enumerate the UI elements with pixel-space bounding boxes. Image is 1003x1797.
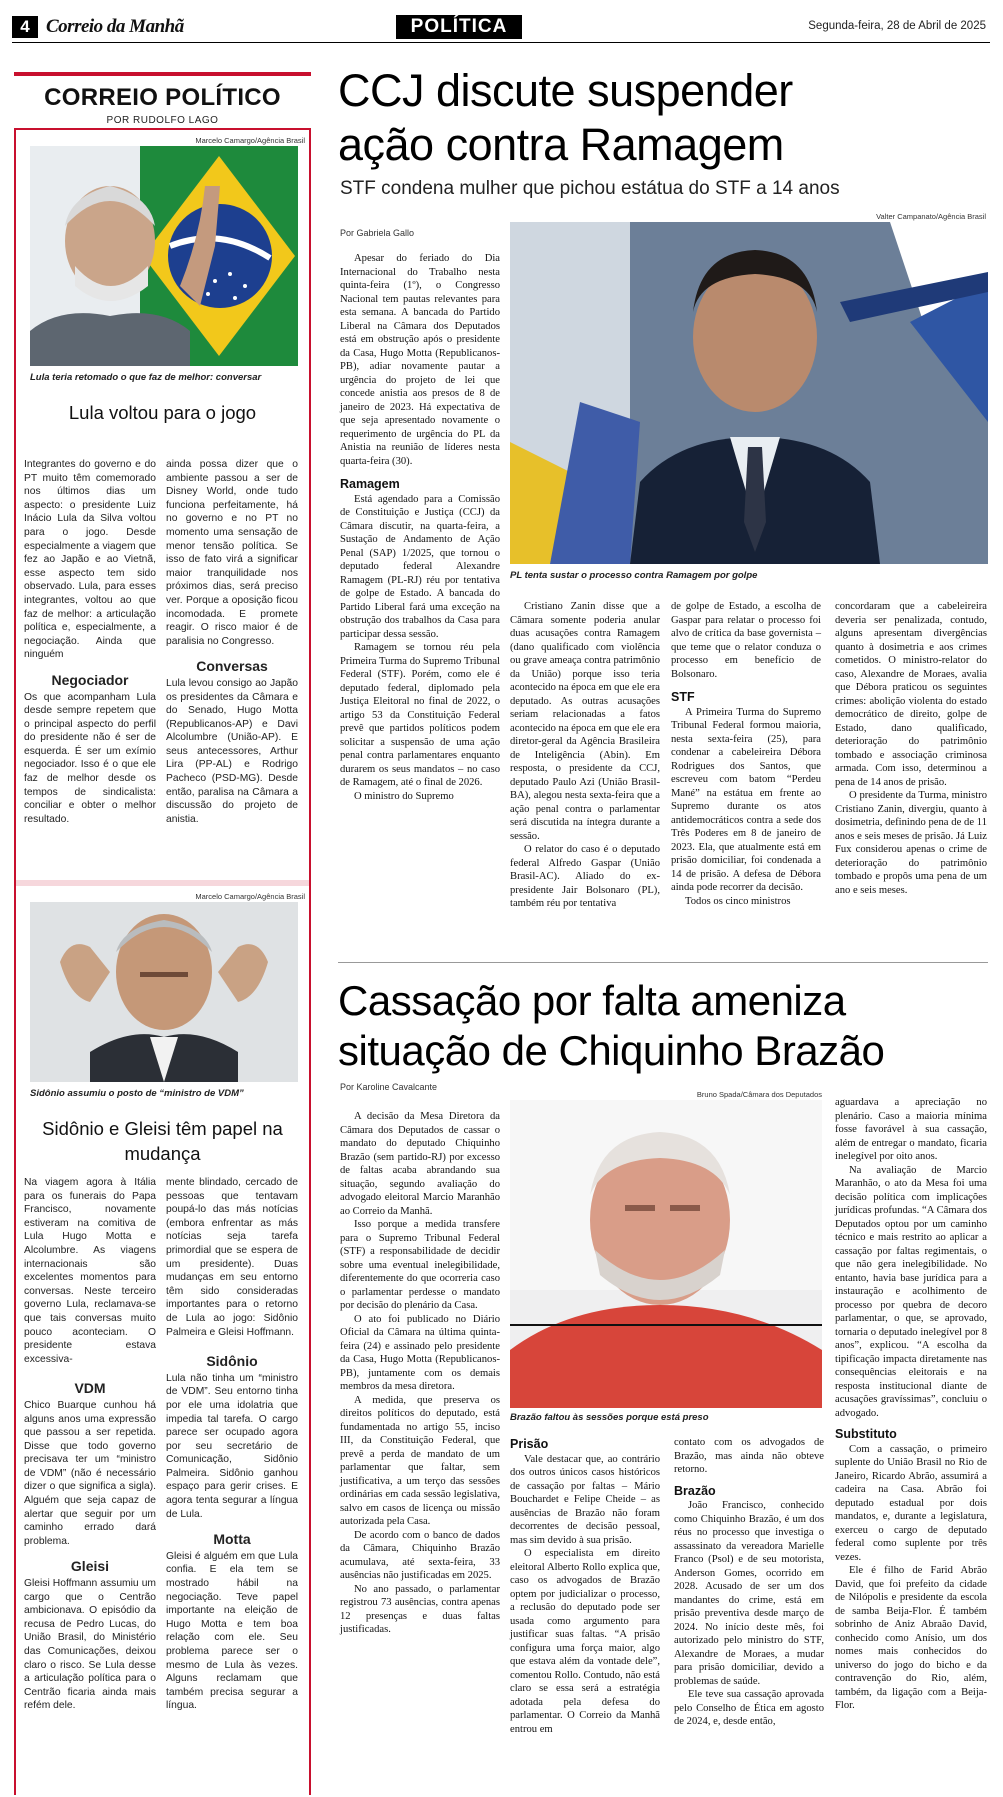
subhead-substituto: Substituto <box>835 1427 897 1441</box>
photo-caption: Lula teria retomado o que faz de melhor: conversar <box>30 372 262 383</box>
page-header <box>12 14 990 42</box>
article-paragraph: Apesar do feriado do Dia Internacional do Trabalho nesta quinta-feira (1º), o Congresso Nacional tem pautas relevantes para esta semana. A bancada do Partido Liberal na Câmara dos Deputados está em obstrução após o presidente da Casa, Hugo Motta (Republicanos-PB), adiar novamente pautar a urgência do projeto de lei que concede anistia aos presos de 8 de janeiro de 2023. Há expectativa de que seja apresentado novamente o requerimento de urgência do PL da Anistia na reunião de líderes nesta quarta-feira (30). <box>340 253 500 467</box>
page-date: Segunda-feira, 28 de Abril de 2025 <box>808 20 986 32</box>
article-paragraph: A Primeira Turma do Supremo Tribunal Federal formou maioria, nesta sexta-feira (25), para condenar a cabeleireira Débora Rodrigues dos Santos, que escreveu com batom “Perdeu Mané” na estátua em frente ao Supremo durante os atos antidemocráticos contra a sede dos Três Poderes em 8 de janeiro de 2023. Ela, que atualmente está em prisão domiciliar, foi condenada a 14 de prisão. A defesa de Débora ainda pode recorrer da decisão. <box>671 706 821 893</box>
article-paragraph: O relator do caso é o deputado federal Alfredo Gaspar (União Brasil-AC). Aliado do ex-presidente Jair Bolsonaro (PL), também réu por tentativa <box>510 844 660 909</box>
photo-credit: Marcelo Camargo/Agência Brasil <box>195 892 305 901</box>
photo-caption: PL tenta sustar o processo contra Ramagem por golpe <box>510 570 758 581</box>
section-label: POLÍTICA <box>396 15 522 39</box>
article-column <box>340 1110 500 1637</box>
story-paragraph: mente blindado, cercado de pessoas que tentavam poupá-lo das más notícias (embora enfrentar as más notícias seja tarefa primordial que se espera de um presidente). Duas mudanças em seu entorno têm sido consideradas importantes para o retorno de Lula ao jogo: Sidônio Palmeira e Gleisi Hoffmann. <box>166 1177 298 1338</box>
subhead-negociador: Negociador <box>51 671 129 688</box>
subhead-conversas: Conversas <box>196 658 268 675</box>
story-paragraph: Lula não tinha um “ministro de VDM”. Seu entorno tinha por ele uma idolatria que impedia tal tarefa. O cargo parece ser ocupado agora por seu secretário de Comunicação, Sidônio Palmeira. Sidônio ganhou espaço para gerir crises. E agora tenta segurar a língua de Lula. <box>166 1372 298 1520</box>
article-divider <box>338 962 988 963</box>
subhead-stf: STF <box>671 690 695 704</box>
story-paragraph: Os que acompanham Lula desde sempre repetem que o principal aspecto do perfil do presidente não é ser de esquerda. É ser um exímio negociador. Isso é o que ele faz de melhor desde os tempos de sindicalista: conciliar e obter o melhor resultado. <box>24 691 156 825</box>
headline-line: ação contra Ramagem <box>338 119 784 170</box>
ramagem-photo <box>510 222 988 564</box>
story-paragraph: Na viagem agora à Itália para os funerais do Papa Francisco, novamente estiveram na comitiva de Lula Hugo Motta e Alcolumbre. As viagens internacionais são excelentes momentos para conversas. Neste terceiro governo Lula, reclamava-se que tais conversas muito pouco aconteciam. O presidente estava excessiva- <box>24 1177 156 1365</box>
article-paragraph: concordaram que a cabeleireira deveria ser penalizada, contudo, alguns apresentam divergências quanto à dosimetria e aos crimes cometidos. O ministro-relator do caso, Alexandre de Moraes, avalia que Débora praticou os seguintes crimes: abolição violenta do estado democrático de direito, golpe de Estado, dano qualificado, deterioração do patrimônio tombado e associação criminosa armada. Com isso, determinou a pena de 14 anos de prisão. <box>835 601 987 788</box>
article-paragraph: Cristiano Zanin disse que a Câmara somente poderia anular duas acusações contra Ramagem (dano qualificado com violência ou grave ameaça contra patrimônio da União) porque isso teria acontecido na época em que ele era deputado. As outras acusações seriam relacionadas a fatos acontecido na época em que ele era diretor-geral da Agência Brasileira de Inteligência (Abin). Em resposta, o presidente da CCJ, deputado Paulo Azi (União Brasil-BA), alegou nesta sexta-feira que a ação penal contra o parlamentar será discutida na íntegra durante a sessão. <box>510 601 660 842</box>
article-paragraph: De acordo com o banco de dados da Câmara, Chiquinho Brazão acumulava, até sexta-feira, 33 ausências não justificadas em 2025. <box>340 1529 500 1581</box>
article-column <box>674 1436 824 1729</box>
article-paragraph: Ele é filho de Farid Abrão David, que foi prefeito da cidade de Nilópolis e presidente da escola de samba Beija-Flor. É também sobrinho de Aniz Abraão David, conhecido como Anísio, um dos nomes mais conhecidos do universo do jogo do bicho e da contravenção do Rio, além, também, da ligação com a Beija-Flor. <box>835 1565 987 1711</box>
header-rule <box>12 42 990 43</box>
article-paragraph: aguardava a apreciação no plenário. Caso a maioria mínima fosse favorável à sua cassação, além de entregar o mandato, ficaria inelegível por oito anos. <box>835 1097 987 1162</box>
article-headline <box>338 64 988 172</box>
story-left-column <box>24 458 156 826</box>
story-headline <box>24 1116 301 1166</box>
subhead-motta: Motta <box>213 1531 251 1548</box>
article-paragraph: João Francisco, conhecido como Chiquinho Brazão, é um dos réus no processo que investiga o assassinato da vereadora Marielle Franco (Psol) e de seu motorista, Anderson Gomes, ocorrido em 2028. Acusado de ser um dos mandantes do crime, está em prisão preventiva desde março de 2024. No início deste mês, foi autorizado pelo ministro do STF, Alexandre de Moraes, a mudar para prisão domiciliar, devido a problemas de saúde. <box>674 1500 824 1687</box>
article-paragraph: Todos os cinco ministros <box>685 895 791 907</box>
story-paragraph: Integrantes do governo e do PT muito têm comemorado nos últimos dias um aspecto: o presidente Luiz Inácio Lula da Silva voltou para o jogo. Desde especialmente a viagem que fez ao Japão e ao Vietnã, esse aspecto tem sido observado. Lula, para esses integrantes, voltou ao que faz de melhor: a articulação política e, especialmente, a negociação. Ainda que ninguém <box>24 459 156 661</box>
photo-caption: Brazão faltou às sessões porque está preso <box>510 1412 709 1423</box>
story-paragraph: Gleisi é alguém em que Lula confia. E ela tem se mostrado hábil na negociação. Teve papel importante na eleição de Hugo Motta e tem boa relação com ele. Seu problema parece ser o mesmo de Lula às vezes. Alguns reclamam que também precisa segurar a língua. <box>166 1550 298 1712</box>
article-byline: Por Gabriela Gallo <box>340 228 415 238</box>
article-headline <box>338 976 988 1076</box>
story-right-column <box>166 1176 298 1713</box>
article-paragraph: Isso porque a medida transfere para o Supremo Tribunal Federal (STF) a responsabilidade de decidir sobre uma eventual inelegibilidade, diferentemente do que ocorreria caso o parlamentar perdesse o mandato por decisão do plenário da Casa. <box>340 1219 500 1311</box>
article-paragraph: O ministro do Supremo <box>354 790 454 802</box>
subhead-prisao: Prisão <box>510 1437 549 1451</box>
article-paragraph: O presidente da Turma, ministro Cristiano Zanin, divergiu, quanto à dosimetria, definindo pena de de 11 anos e seis meses de prisão. Já Luiz Fux considerou apenas o crime de deterioração do patrimônio tombado e propôs uma pena de um ano e seis meses. <box>835 790 987 896</box>
article-column <box>510 1436 660 1736</box>
article-column <box>835 1096 987 1713</box>
article-paragraph: No ano passado, o parlamentar registrou 73 ausências, contra apenas 12 presenças e duas faltas justificadas. <box>340 1583 500 1635</box>
story-headline <box>24 400 301 425</box>
subhead-gleisi: Gleisi <box>70 1558 110 1575</box>
subhead-vdm: VDM <box>74 1380 106 1397</box>
article-paragraph: Ele teve sua cassação aprovada pelo Conselho de Ética em agosto de 2024, e, desde então, <box>674 1689 824 1727</box>
story-divider <box>16 880 309 886</box>
photo-credit: Valter Campanato/Agência Brasil <box>876 212 986 221</box>
brazao-photo <box>510 1100 822 1408</box>
page-number: 4 <box>12 16 38 38</box>
article-paragraph: Ramagem se tornou réu pela Primeira Turma do Supremo Tribunal Federal (STF). Porém, como ele é deputado federal, diplomado pela Justiça Eleitoral no final de 2022, o artigo 53 da Constituição Federal prevê que partidos políticos podem solicitar a suspensão de uma ação penal contra parlamentares enquanto durarem os seus mandatos – no caso de Ramagem, até o final de 2026. <box>340 642 500 788</box>
article-subheadline: STF condena mulher que pichou estátua do STF a 14 anos <box>340 178 840 199</box>
column-top-rule <box>14 72 311 76</box>
article-paragraph: A medida, que preserva os direitos políticos do deputado, está fundamentada no artigo 55, inciso III, da Constituição Federal, que prevê a perda de mandato de um parlamentar que faltar, sem justificativa, a um terço das sessões ordinárias em cada sessão legislativa, salvo em casos de licença ou missão autorizada pela Casa. <box>340 1394 500 1527</box>
article-paragraph: Com a cassação, o primeiro suplente do União Brasil no Rio de Janeiro, Ricardo Abrão, assumirá a cadeira na Casa. Abrão foi deputado estadual por dois mandatos, e, durante a legislatura, exerceu o cargo de deputado federal como suplente por três vezes. <box>835 1443 987 1563</box>
article-paragraph: Na avaliação de Marcio Maranhão, o ato da Mesa foi uma decisão política com implicações jurídicas profundas. “A Câmara dos Deputados optou por um caminho técnico e mais restrito ao aplicar a cassação por faltas regimentais, o que não gera inelegibilidade. No entanto, havia base jurídica para a instauração e acolhimento de processo por quebra de decoro parlamentar, o que, se aprovado, tornaria o deputado inelegível por 8 anos”, explicou. “A escolha da tipificação impacta diretamente nas consequências eleitorais e na resposta institucional diante de acusações gravíssimas”, concluiu o advogado. <box>835 1164 987 1419</box>
headline-line: Cassação por falta ameniza <box>338 977 846 1024</box>
story-headline-text: Sidônio e Gleisi têm papel na mudança <box>42 1118 283 1164</box>
article-paragraph: O especialista em direito eleitoral Alberto Rollo explica que, caso os advogados de Brazão optem por judicializar o processo, a reclusão do deputado pode ser usada como argumento para justificar suas faltas. “A prisão configura uma força maior, algo que estava além da vontade dele”, comentou Rollo. Contudo, não está claro se essa será a estratégia adotada pela defesa do parlamentar. O Correio da Manhã entrou em <box>510 1548 660 1735</box>
article-paragraph: contato com os advogados de Brazão, mas ainda não obteve retorno. <box>674 1437 824 1475</box>
story-headline-text: Lula voltou para o jogo <box>68 402 257 423</box>
photo-credit: Marcelo Camargo/Agência Brasil <box>195 136 305 145</box>
headline-line: situação de Chiquinho Brazão <box>338 1027 885 1074</box>
article-column <box>835 600 987 897</box>
story-paragraph: ainda possa dizer que o ambiente passou a ser de Disney World, onde tudo funciona perfeitamente, há no governo e no PT no momento uma sensação de menor tensão política. Se isso de fato virá a significar maior tranquilidade nos próximos dias, será preciso ver. Porque a oposição ficou incomodada. E promete reagir. O risco maior é de paralisia no Congresso. <box>166 459 298 647</box>
column-author: POR RUDOLFO LAGO <box>106 115 219 126</box>
article-paragraph: Vale destacar que, ao contrário dos outros únicos casos históricos de cassação por faltas – Mário Bouchardet e Felipe Cheide – as ausências de Brazão não foram decorrentes de decisão pessoal, mas sim devido à sua prisão. <box>510 1453 660 1546</box>
subhead-sidonio: Sidônio <box>206 1353 258 1370</box>
article-column <box>671 600 821 908</box>
article-paragraph: Está agendado para a Comissão de Constituição e Justiça (CCJ) da Câmara discutir, na quarta-feira, a Sustação de Andamento de Ação Penal (SAP) 1/2025, que tornou o deputado federal Alexandre Ramagem (PL-RJ) réu por tentativa de golpe de Estado. A bancada do Partido Liberal fará uma exceção na obstrução dos trabalhos da Casa para participar dessa sessão. <box>340 493 500 640</box>
headline-line: CCJ discute suspender <box>338 65 793 116</box>
subhead-brazao: Brazão <box>674 1483 716 1498</box>
article-column <box>510 600 660 911</box>
column-title: CORREIO POLÍTICO <box>44 84 281 111</box>
story-left-column <box>24 1176 156 1713</box>
story-paragraph: Lula levou consigo ao Japão os presidentes da Câmara e do Senado, Hugo Motta (Republicanos-AP) e Davi Alcolumbre (União-AP). E seus antecessores, Arthur Lira (PP-AL) e Rodrigo Pacheco (PSD-MG). Desde então, paralisa na Câmara a discussão do projeto de anistia. <box>166 677 298 825</box>
article-paragraph: A decisão da Mesa Diretora da Câmara dos Deputados de cassar o mandato do deputado Chiquinho Brazão (sem partido-RJ) por excesso de faltas acaba abrandando sua situação, segundo avaliação do advogado eleitoral Marcio Maranhão ao Correio da Manhã. <box>340 1111 500 1217</box>
subhead-ramagem: Ramagem <box>340 477 400 491</box>
story-paragraph: Gleisi Hoffmann assumiu um cargo que o Centrão ambicionava. O episódio da recusa de Pedro Lucas, do União Brasil, do Ministério das Comunicações, deixou claro o risco. Se Lula desse a articulação política para o Centrão ficaria ainda mais refém dele. <box>24 1578 156 1712</box>
article-paragraph: de golpe de Estado, a escolha de Gaspar para relatar o processo foi alvo de crítica da base governista – que teme que o relator conduza o processo em benefício de Bolsonaro. <box>671 601 821 680</box>
brand-name: Correio da Manhã <box>46 16 184 37</box>
photo-credit: Bruno Spada/Câmara dos Deputados <box>696 1090 822 1099</box>
photo-caption: Sidônio assumiu o posto de “ministro de VDM” <box>30 1088 244 1099</box>
article-byline: Por Karoline Cavalcante <box>340 1082 438 1092</box>
article-paragraph: O ato foi publicado no Diário Oficial da Câmara na última quinta-feira (24) e assinado pelo presidente da Casa, Hugo Motta (Republicanos-PB), juntamente com os demais membros da mesa diretora. <box>340 1313 500 1392</box>
article-column <box>340 252 500 803</box>
story-paragraph: Chico Buarque cunhou há alguns anos uma expressão que passou a ser repetida. Disse que todo governo precisava ter um “ministro de VDM” (não é necessário dizer o que significa a sigla). Alguém que seja capaz de alertar que seguir por um caminho errado dará problema. <box>24 1399 156 1547</box>
lula-photo <box>30 146 298 366</box>
sidonio-photo <box>30 902 298 1082</box>
story-right-column <box>166 458 298 826</box>
